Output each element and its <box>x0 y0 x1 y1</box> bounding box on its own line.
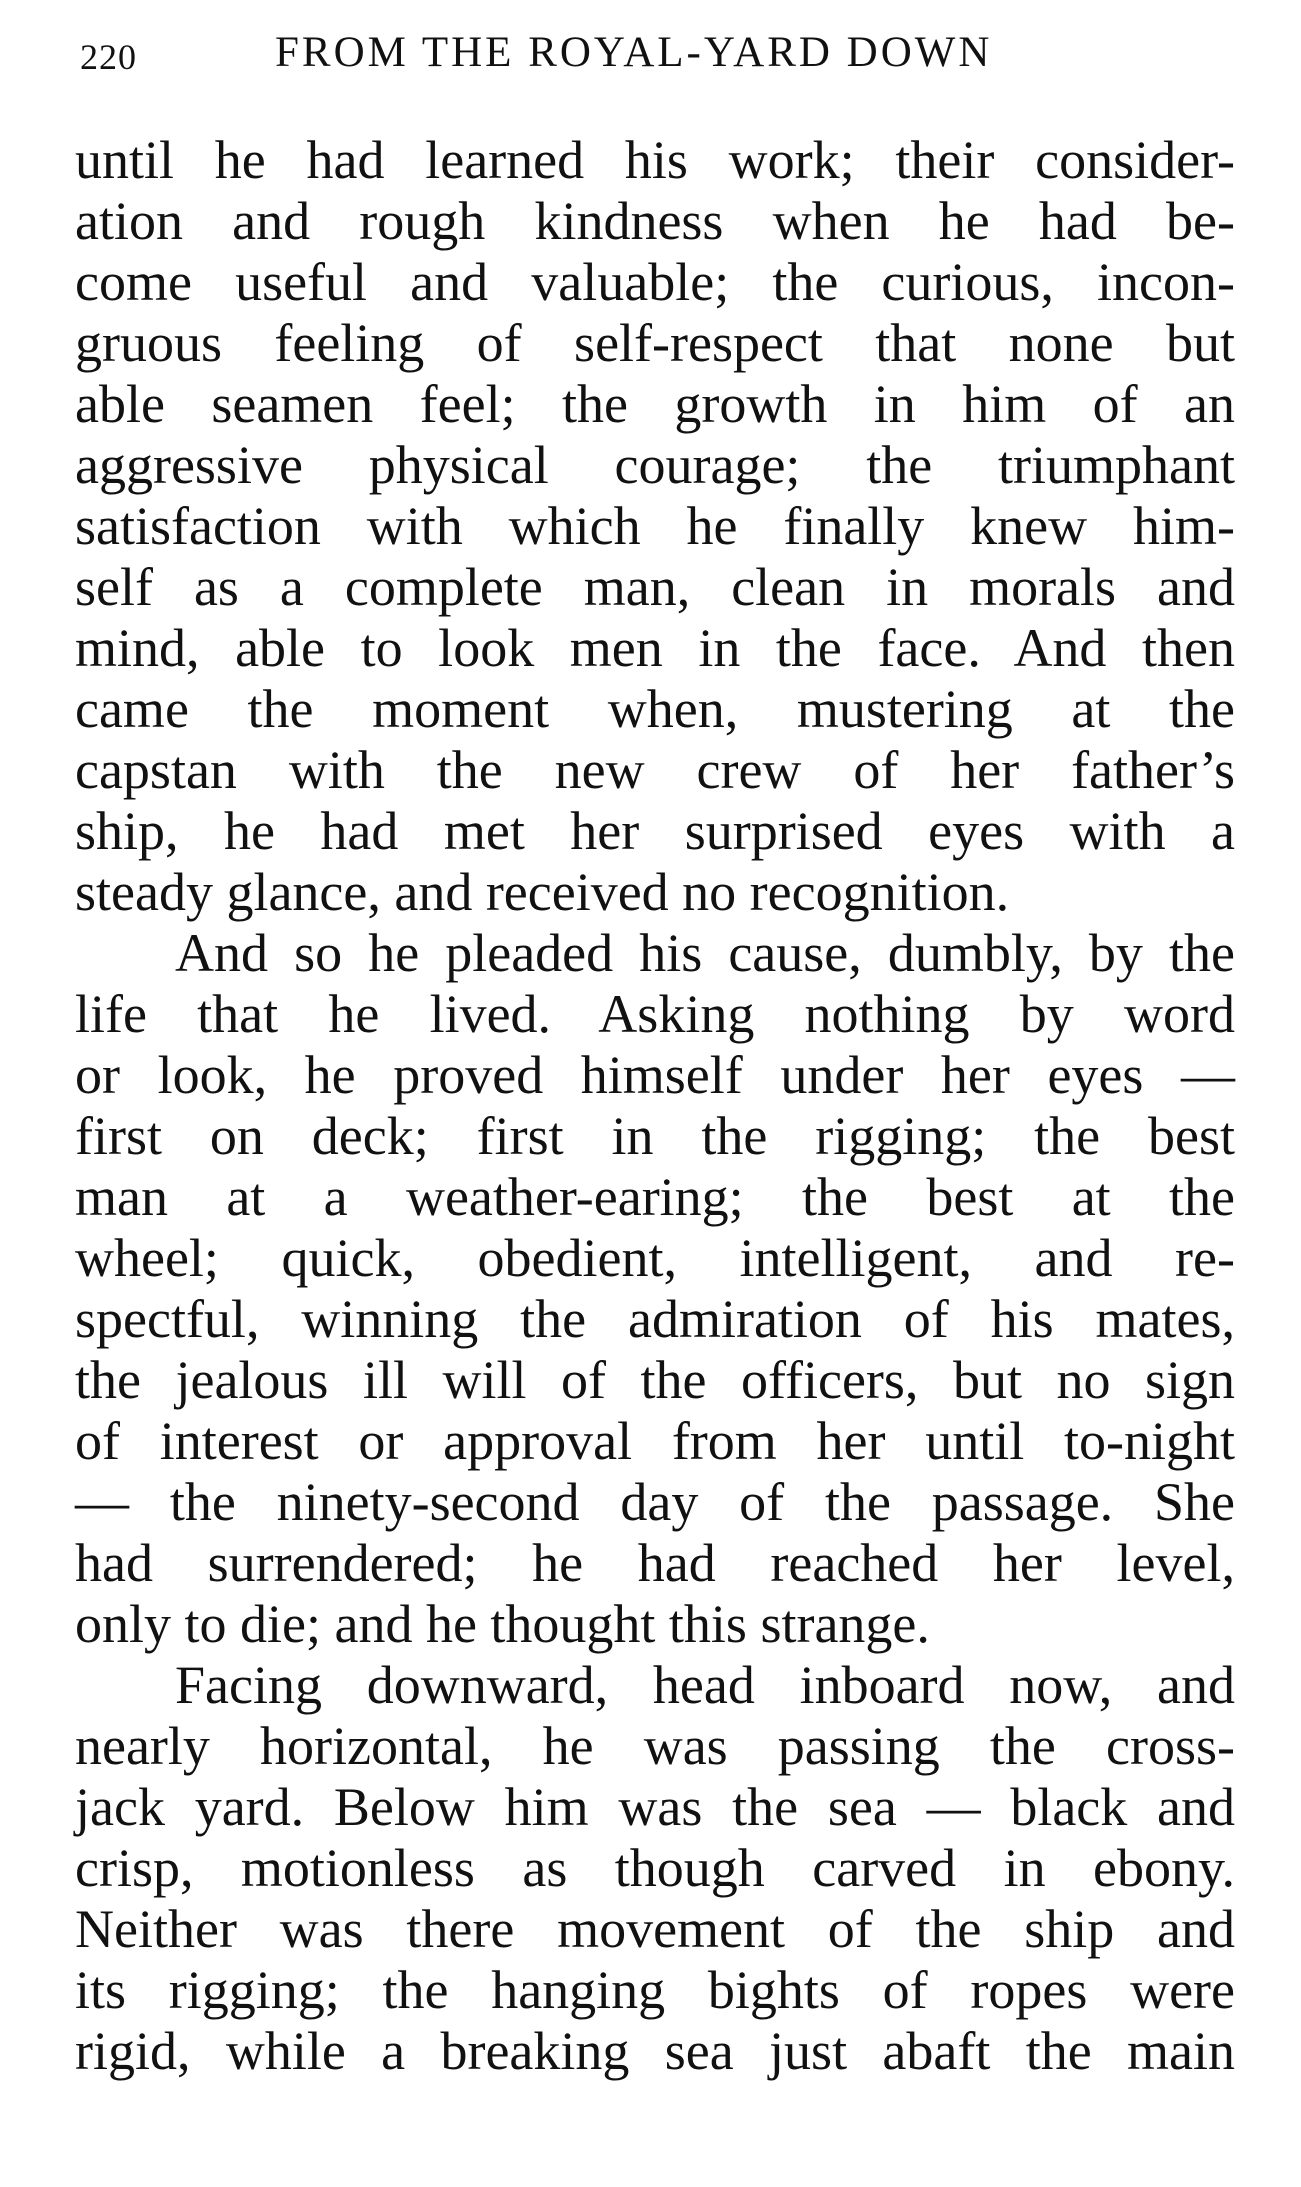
text-line: ation and rough kindness when he had be- <box>75 191 1235 251</box>
text-line: ship, he had met her surprised eyes with a <box>75 801 1235 861</box>
text-line: steady glance, and received no recognition. <box>75 862 1010 922</box>
text-line: crisp, motionless as though carved in ebony. <box>75 1838 1235 1898</box>
text-line: spectful, winning the admiration of his mates, <box>75 1289 1235 1349</box>
text-line: wheel; quick, obedient, intelligent, and re- <box>75 1228 1235 1288</box>
text-line: man at a weather-earing; the best at the <box>75 1167 1235 1227</box>
text-line: Neither was there movement of the ship and <box>75 1899 1235 1959</box>
text-line: life that he lived. Asking nothing by word <box>75 984 1235 1044</box>
text-line: come useful and valuable; the curious, incon- <box>75 252 1235 312</box>
text-line: aggressive physical courage; the triumphant <box>75 435 1235 495</box>
paragraph-start-line: Facing downward, head inboard now, and <box>175 1655 1235 1715</box>
running-head <box>80 28 1230 88</box>
text-line: the jealous ill will of the officers, but no sign <box>75 1350 1235 1410</box>
text-line: or look, he proved himself under her eyes — <box>75 1045 1235 1105</box>
text-line: only to die; and he thought this strange. <box>75 1594 930 1654</box>
text-line: able seamen feel; the growth in him of an <box>75 374 1235 434</box>
text-line: rigid, while a breaking sea just abaft the main <box>75 2021 1235 2081</box>
text-line: nearly horizontal, he was passing the cross- <box>75 1716 1235 1776</box>
text-line: capstan with the new crew of her father’s <box>75 740 1235 800</box>
text-line: jack yard. Below him was the sea — black and <box>75 1777 1235 1837</box>
body-text <box>75 130 1235 2082</box>
page-number: 220 <box>80 37 137 77</box>
text-line: its rigging; the hanging bights of ropes were <box>75 1960 1235 2020</box>
text-line: first on deck; first in the rigging; the best <box>75 1106 1235 1166</box>
paragraph-start-line: And so he pleaded his cause, dumbly, by the <box>175 923 1235 983</box>
running-title: FROM THE ROYAL-YARD DOWN <box>275 29 993 76</box>
text-line: self as a complete man, clean in morals and <box>75 557 1235 617</box>
text-line: of interest or approval from her until to-night <box>75 1411 1235 1471</box>
text-line: came the moment when, mustering at the <box>75 679 1235 739</box>
text-line: satisfaction with which he finally knew him- <box>75 496 1235 556</box>
text-line: gruous feeling of self-respect that none but <box>75 313 1235 373</box>
text-line: — the ninety-second day of the passage. She <box>75 1472 1235 1532</box>
text-line: mind, able to look men in the face. And then <box>75 618 1235 678</box>
text-line: had surrendered; he had reached her level, <box>75 1533 1235 1593</box>
text-line: until he had learned his work; their consider- <box>75 130 1235 190</box>
